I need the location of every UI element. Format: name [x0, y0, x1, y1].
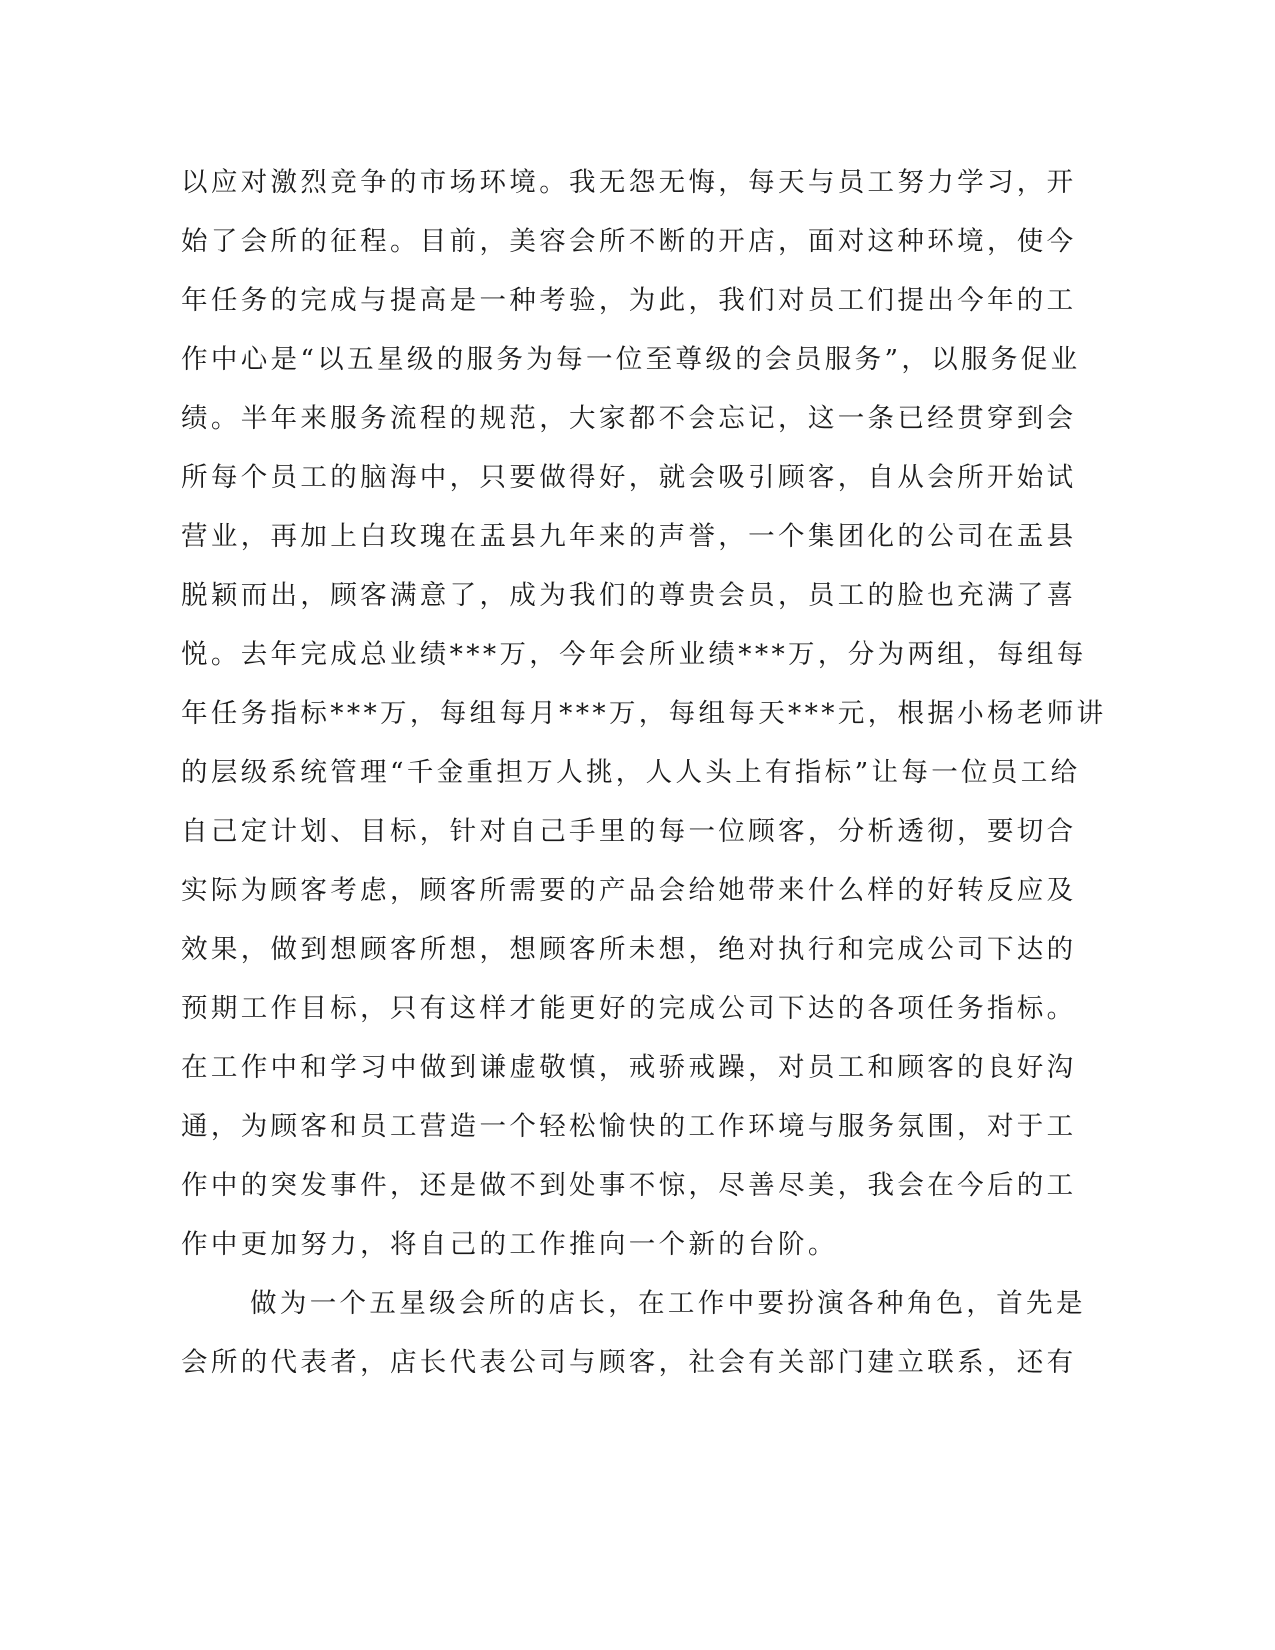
paragraph-1-line-6: 所每个员工的脑海中，只要做得好，就会吸引顾客，自从会所开始试	[181, 462, 1077, 493]
paragraph-1-line-2: 始了会所的征程。目前，美容会所不断的开店，面对这种环境，使今	[181, 226, 1077, 257]
paragraph-1-line-9: 悦。去年完成总业绩***万，今年会所业绩***万，分为两组，每组每	[181, 639, 1087, 670]
paragraph-1-line-10: 年任务指标***万，每组每月***万，每组每天***元，根据小杨老师讲	[181, 698, 1107, 729]
paragraph-1-line-3: 年任务的完成与提高是一种考验，为此，我们对员工们提出今年的工	[181, 285, 1077, 316]
paragraph-1-line-1: 以应对激烈竞争的市场环境。我无怨无悔，每天与员工努力学习，开	[181, 167, 1077, 198]
paragraph-1-line-17: 通，为顾客和员工营造一个轻松愉快的工作环境与服务氛围，对于工	[181, 1111, 1077, 1142]
paragraph-1-line-15: 预期工作目标，只有这样才能更好的完成公司下达的各项任务指标。	[181, 993, 1077, 1024]
paragraph-2-line-2: 会所的代表者，店长代表公司与顾客，社会有关部门建立联系，还有	[181, 1347, 1077, 1378]
paragraph-1-line-18: 作中的突发事件，还是做不到处事不惊，尽善尽美，我会在今后的工	[181, 1170, 1077, 1201]
paragraph-1-line-13: 实际为顾客考虑，顾客所需要的产品会给她带来什么样的好转反应及	[181, 875, 1077, 906]
paragraph-1-line-4: 作中心是“以五星级的服务为每一位至尊级的会员服务”，以服务促业	[181, 344, 1081, 375]
paragraph-1-line-19: 作中更加努力，将自己的工作推向一个新的台阶。	[181, 1229, 838, 1260]
paragraph-1-line-7: 营业，再加上白玫瑰在盂县九年来的声誉，一个集团化的公司在盂县	[181, 521, 1077, 552]
paragraph-1-line-11: 的层级系统管理“千金重担万人挑，人人头上有指标”让每一位员工给	[181, 757, 1081, 788]
paragraph-2-line-1: 做为一个五星级会所的店长，在工作中要扮演各种角色，首先是	[250, 1288, 1086, 1319]
paragraph-1-line-14: 效果，做到想顾客所想，想顾客所未想，绝对执行和完成公司下达的	[181, 934, 1077, 965]
paragraph-1-line-16: 在工作中和学习中做到谦虚敬慎，戒骄戒躁，对员工和顾客的良好沟	[181, 1052, 1077, 1083]
paragraph-1-line-5: 绩。半年来服务流程的规范，大家都不会忘记，这一条已经贯穿到会	[181, 403, 1077, 434]
paragraph-1-line-8: 脱颖而出，顾客满意了，成为我们的尊贵会员，员工的脸也充满了喜	[181, 580, 1077, 611]
paragraph-1-line-12: 自己定计划、目标，针对自己手里的每一位顾客，分析透彻，要切合	[181, 816, 1077, 847]
